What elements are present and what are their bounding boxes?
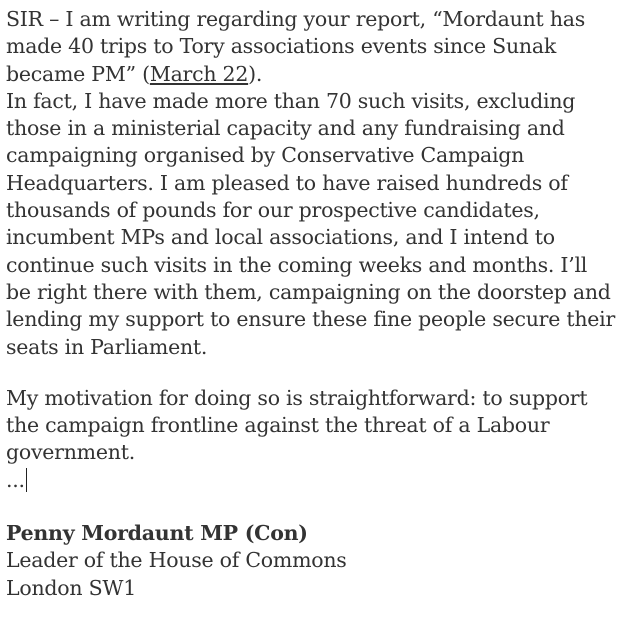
paragraph-intro [6,6,616,88]
signature-spacer [6,494,616,520]
text-cursor [26,468,27,492]
intro-text: SIR – I am writing regarding your report, “Mordaunt has made 40 trips to Tory associations events since Sunak became PM” ( [6,7,586,86]
ellipsis-line[interactable] [6,467,616,494]
signature-name: Penny Mordaunt MP (Con) [6,521,308,546]
paragraph-visits: In fact, I have made more than 70 such visits, excluding those in a ministerial capacity and any fundraising and campaigning organised by Conservative Campaign Headquarters. I am pleased to have raised hundreds of thousands of pounds for our prospective candidates, incumbent MPs and local associations, and I intend to continue such visits in the coming weeks and months. I’ll be right there with them, campaigning on the doorstep and lending my support to ensure these fine people secure their seats in Parliament. [6,88,616,359]
article-date-link[interactable]: March 22 [149,61,249,86]
intro-closing: ). [248,61,263,86]
signature-title: Leader of the House of Commons [6,548,347,573]
letter-body [6,6,616,602]
ellipsis-text: ... [6,467,25,492]
signature-location: London SW1 [6,575,136,600]
paragraph-spacer [6,361,616,385]
paragraph-motivation: My motivation for doing so is straightforward: to support the campaign frontline against the threat of a Labour government. [6,385,588,465]
